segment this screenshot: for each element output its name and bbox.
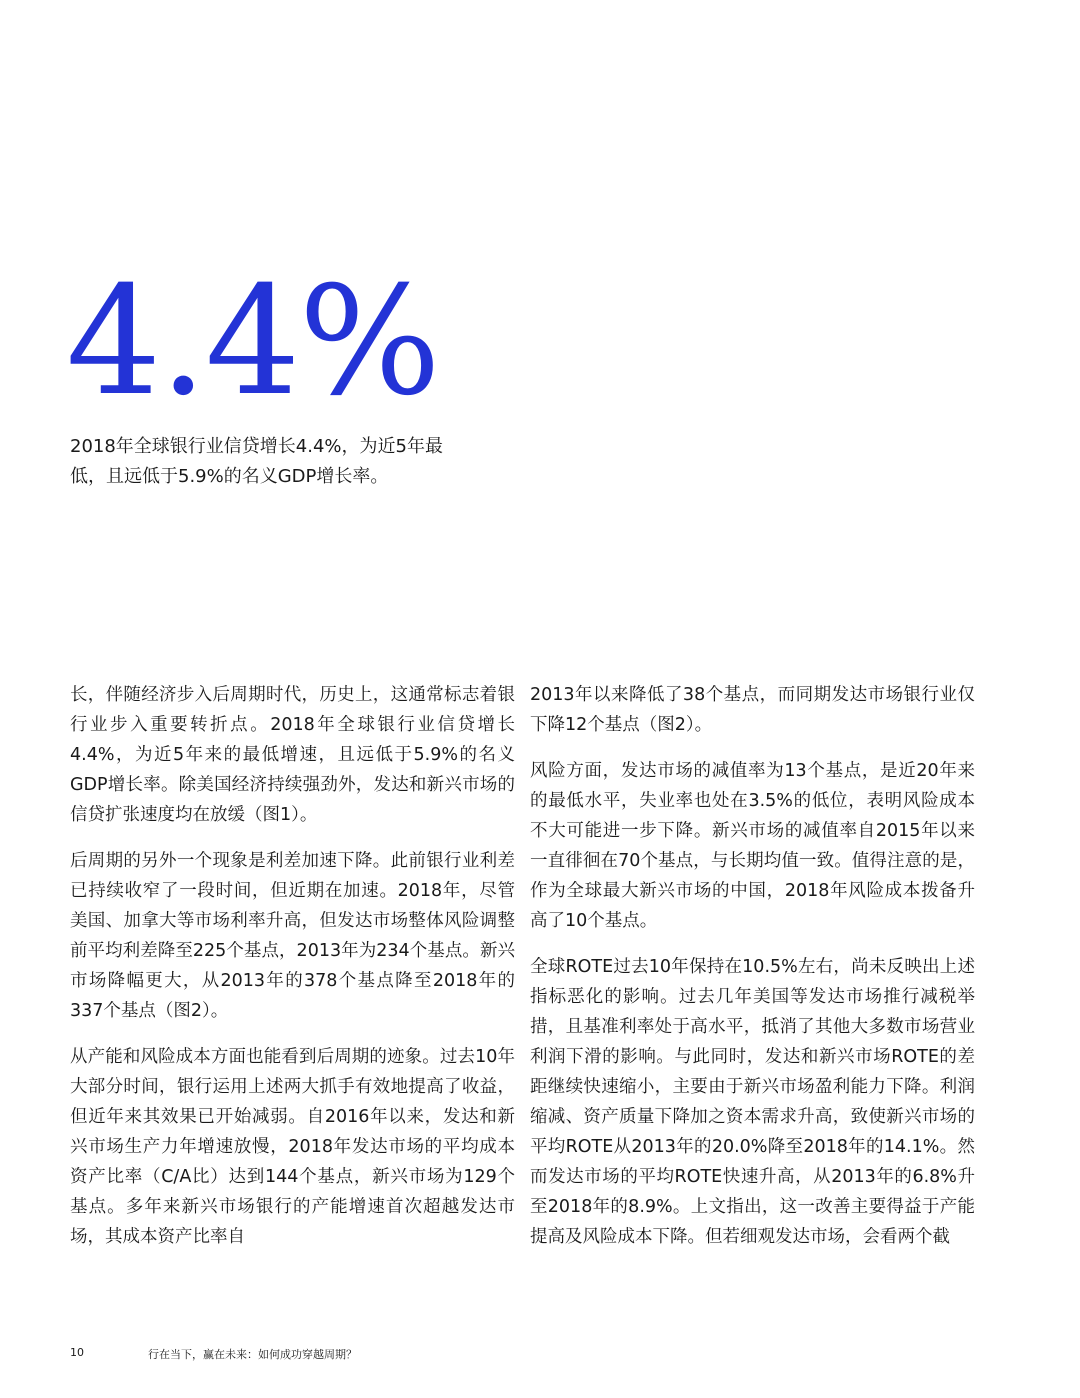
paragraph: 2013年以来降低了38个基点，而同期发达市场银行业仅下降12个基点（图2）。 (530, 685, 975, 735)
left-column (70, 680, 515, 1268)
paragraph: 后周期的另外一个现象是利差加速下降。此前银行业利差已持续收窄了一段时间，但近期在加速。2018年，尽管美国、加拿大等市场利率升高，但发达市场整体风险调整前平均利差降至225个基点，2013年为234个基点。新兴市场降幅更大，从2013年的378个基点降至2018年的337个基点（图2）。 (70, 851, 515, 1021)
paragraph: 长，伴随经济步入后周期时代，历史上，这通常标志着银行业步入重要转折点。2018年全球银行业信贷增长4.4%，为近5年来的最低增速，且远低于5.9%的名义GDP增长率。除美国经济持续强劲外，发达和新兴市场的信贷扩张速度均在放缓（图1）。 (70, 685, 515, 825)
page-number: 10 (70, 1346, 84, 1359)
paragraph: 从产能和风险成本方面也能看到后周期的迹象。过去10年大部分时间，银行运用上述两大抓手有效地提高了收益，但近年来其效果已开始减弱。自2016年以来，发达和新兴市场生产力年增速放慢，2018年发达市场的平均成本资产比率（C/A比）达到144个基点，新兴市场为129个基点。多年来新兴市场银行的产能增速首次超越发达市场，其成本资产比率自 (70, 1047, 515, 1247)
highlight-stat: 4.4% (66, 255, 440, 429)
paragraph: 全球ROTE过去10年保持在10.5%左右，尚未反映出上述指标恶化的影响。过去几年美国等发达市场推行减税举措，且基准利率处于高水平，抵消了其他大多数市场营业利润下滑的影响。与此同时，发达和新兴市场ROTE的差距继续快速缩小，主要由于新兴市场盈利能力下降。利润缩减、资产质量下降加之资本需求升高，致使新兴市场的平均ROTE从2013年的20.0%降至2018年的14.1%。然而发达市场的平均ROTE快速升高，从2013年的6.8%升至2018年的8.9%。上文指出，这一改善主要得益于产能提高及风险成本下降。但若细观发达市场，会看两个截 (530, 957, 975, 1247)
running-title: 行在当下，赢在未来：如何成功穿越周期？ (148, 1348, 357, 1361)
highlight-caption: 2018年全球银行业信贷增长4.4%，为近5年最低，且远低于5.9%的名义GDP增长率。 (70, 436, 443, 487)
paragraph: 风险方面，发达市场的减值率为13个基点，是近20年来的最低水平，失业率也处在3.5%的低位，表明风险成本不大可能进一步下降。新兴市场的减值率自2015年以来一直徘徊在70个基点，与长期均值一致。值得注意的是，作为全球最大新兴市场的中国，2018年风险成本拨备升高了10个基点。 (530, 761, 975, 931)
right-column (530, 680, 975, 1268)
